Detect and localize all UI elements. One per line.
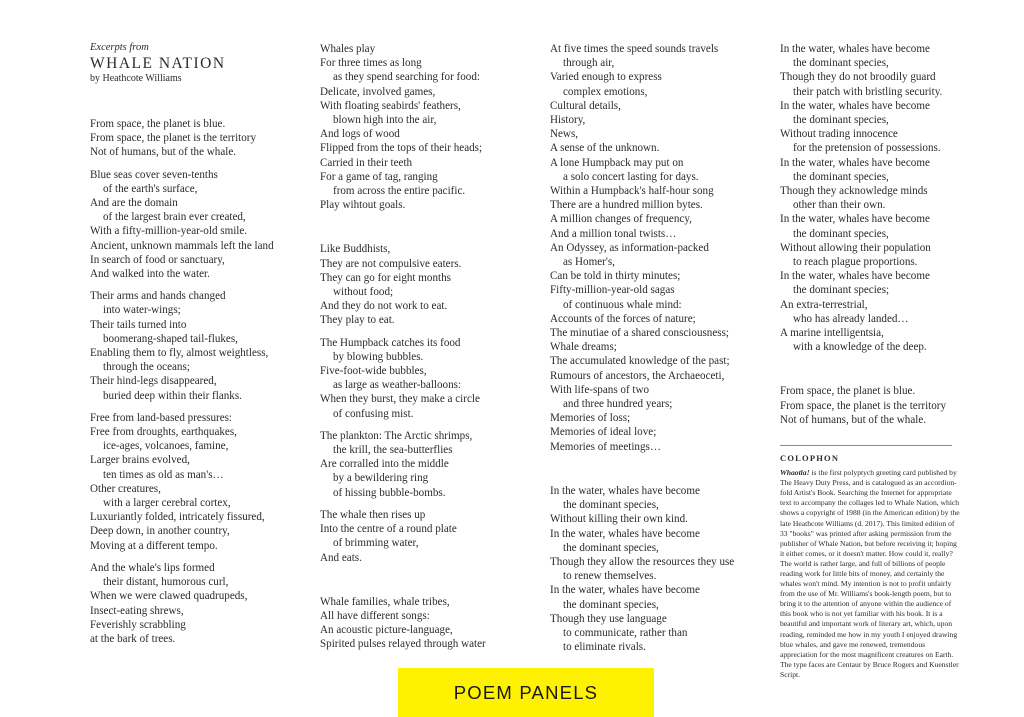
poem-line: When they burst, they make a circle (320, 393, 480, 406)
poem-line: A sense of the unknown. (550, 142, 660, 155)
poem-line: Can be told in thirty minutes; (550, 270, 681, 283)
poem-line: An extra-terrestrial, (780, 298, 868, 311)
stanza-gap (320, 220, 535, 242)
poem-line: who has already landed… (793, 312, 909, 325)
poem-author: by Heathcote Williams (90, 73, 182, 84)
poem-line: boomerang-shaped tail-flukes, (103, 332, 238, 345)
poem-line: The accumulated knowledge of the past; (550, 355, 730, 368)
poem-line: ice-ages, volcanoes, famine, (103, 440, 229, 453)
poem-line: Spirited pulses relayed through water (320, 638, 486, 651)
poem-column-3 (550, 42, 765, 662)
poem-column-1 (90, 42, 300, 654)
poem-line: Fifty-million-year-old sagas (550, 284, 675, 297)
poem-line: Flipped from the tops of their heads; (320, 142, 483, 155)
poem-line: to communicate, rather than (563, 626, 688, 639)
poem-line: the dominant species, (563, 541, 659, 554)
poem-line: And they do not work to eat. (320, 300, 448, 313)
poem-column-2 (320, 42, 535, 660)
poem-line: through the oceans; (103, 361, 190, 374)
poem-line: the dominant species, (793, 227, 889, 240)
poem-line: their patch with bristling security. (793, 85, 943, 98)
poem-line: through air, (563, 57, 615, 70)
poem-line: In the water, whales have become (780, 213, 930, 226)
poem-line: the krill, the sea-butterflies (333, 444, 453, 457)
stanza (320, 595, 535, 652)
poem-line: Their tails turned into (90, 318, 187, 331)
poem-line: In the water, whales have become (780, 270, 930, 283)
stanza (320, 242, 535, 327)
poem-line: In the water, whales have become (550, 484, 700, 497)
colophon-body: is the first polyptych greeting card published by The Heavy Duty Press, and is catalogued as an accordion-fold Artist's Book. Searching the Internet for appropriate text to accompany the collages led to Whale Nation, which shows a copyright of 1988 (in the American edition) by the late Heathcote Williams (d. 2017). This limited edition of 33 "books" was printed after asking permission from the publisher of Whale Nation, but before receiving it; hoping it either comes, or it doesn't matter. How could it, really? The world is rather large, and full of billions of people reading work for little bits of money, and certainly the whales won't mind. My intention is not to profit unfairly from the use of Mr. Williams's book-length poem, but to bring it to the attention of anyone within the audience of this book who is not yet familiar with his book. It is a beautiful and important work of literary art, which, upon reading, reminded me how in my youth I enjoyed drawing blue whales, and gave me renewed, tremendous appreciation for the most magnificent creatures on Earth. The type faces are Centaur by Bruce Rogers and Kuenstler Script. (780, 468, 960, 679)
poem-line: without food; (333, 286, 394, 299)
poem-line: of hissing bubble-bombs. (333, 486, 446, 499)
col2-stanzas (320, 42, 535, 652)
poem-line: From space, the planet is blue. (90, 118, 226, 130)
poem-line: They are not compulsive eaters. (320, 257, 462, 270)
poem-panels-banner (398, 668, 654, 717)
poem-line: Without allowing their population (780, 241, 931, 254)
poem-line: In the water, whales have become (550, 584, 700, 597)
poem-line: They play to eat. (320, 314, 395, 327)
poem-line: There are a hundred million bytes. (550, 199, 703, 212)
poem-line: with a larger cerebral cortex, (103, 497, 231, 510)
poem-line: Free from droughts, earthquakes, (90, 426, 237, 439)
poem-line: With floating seabirds' feathers, (320, 99, 461, 112)
poem-line: The plankton: The Arctic shrimps, (320, 429, 473, 442)
poem-line: Within a Humpback's half-hour song (550, 185, 714, 198)
poem-line: The Humpback catches its food (320, 336, 461, 349)
poem-line: With a fifty-million-year-old smile. (90, 225, 248, 238)
poem-line: at the bark of trees. (90, 632, 176, 645)
stanza (320, 429, 535, 500)
poem-line: All have different songs: (320, 609, 430, 622)
stanza (320, 42, 535, 212)
poem-line: to reach plague proportions. (793, 256, 918, 269)
poem-line: from across the entire pacific. (333, 185, 466, 198)
colophon-lead: Whaotla! (780, 468, 810, 478)
poem-line: From space, the planet is the territory (780, 399, 947, 412)
poem-line: of the earth's surface, (103, 182, 198, 195)
poem-line: Memories of meetings… (550, 440, 661, 453)
stanza (320, 508, 535, 565)
col1-stanzas (90, 117, 300, 646)
poem-line: Memories of ideal love; (550, 426, 657, 439)
poem-line: And a million tonal twists… (550, 227, 677, 240)
poem-line: to eliminate rivals. (563, 641, 646, 654)
poem-line: blown high into the air, (333, 114, 437, 127)
stanza (320, 336, 535, 421)
poem-line: Carried in their teeth (320, 156, 413, 169)
poem-line: Into the centre of a round plate (320, 523, 457, 536)
poem-line: And the whale's lips formed (90, 561, 215, 574)
poem-line: Cultural details, (550, 99, 621, 112)
poem-line: An Odyssey, as information-packed (550, 241, 709, 254)
poem-line: Though they allow the resources they use (550, 555, 735, 568)
poem-line: Feverishly scrabbling (90, 618, 186, 631)
poem-line: the dominant species, (563, 598, 659, 611)
poem-line: In the water, whales have become (780, 99, 930, 112)
poem-line: Insect-eating shrews, (90, 604, 184, 617)
colophon-heading: COLOPHON (780, 453, 840, 464)
poem-line: by a bewildering ring (333, 472, 429, 485)
poem-line: From space, the planet is blue. (780, 385, 916, 398)
poem-line: Though they do not broodily guard (780, 71, 936, 84)
poem-line: by blowing bubbles. (333, 350, 424, 363)
poem-line: Memories of loss; (550, 412, 631, 425)
colophon-text (780, 468, 962, 680)
poem-line: for the pretension of possessions. (793, 142, 941, 155)
poem-line: Accounts of the forces of nature; (550, 312, 696, 325)
poem-line: With life-spans of two (550, 383, 650, 396)
poem-line: For three times as long (320, 57, 422, 70)
stanza (90, 561, 300, 646)
poem-line: to renew themselves. (563, 570, 657, 583)
poem-line: For a game of tag, ranging (320, 170, 438, 183)
poem-line: Not of humans, but of the whale. (90, 146, 237, 159)
poem-line: Moving at a different tempo. (90, 539, 218, 552)
poem-line: other than their own. (793, 199, 886, 212)
poem-line: Not of humans, but of the whale. (780, 413, 927, 426)
stanza-gap (780, 362, 965, 384)
poem-line: buried deep within their flanks. (103, 389, 242, 402)
poem-line: Whale dreams; (550, 341, 617, 354)
col4-stanzas (780, 42, 965, 427)
poem-line: Ancient, unknown mammals left the land (90, 239, 274, 252)
poem-line: of confusing mist. (333, 407, 414, 420)
poem-column-4 (780, 42, 965, 680)
poem-line: Deep down, in another country, (90, 525, 230, 538)
poem-line: History, (550, 114, 586, 127)
poem-line: as they spend searching for food: (333, 71, 480, 84)
col3-stanzas (550, 42, 765, 654)
poem-line: A million changes of frequency, (550, 213, 692, 226)
poem-line: Luxuriantly folded, intricately fissured, (90, 511, 265, 524)
colophon-divider (780, 445, 952, 446)
poem-line: They can go for eight months (320, 271, 451, 284)
poem-line: Their hind-legs disappeared, (90, 375, 217, 388)
stanza (90, 411, 300, 553)
poem-line: their distant, humorous curl, (103, 576, 229, 589)
poem-line: Whale families, whale tribes, (320, 595, 450, 608)
stanza-gap (550, 462, 765, 484)
poem-line: Without killing their own kind. (550, 513, 688, 526)
poem-header (90, 42, 300, 85)
poem-line: And are the domain (90, 197, 178, 210)
poem-line: Whales play (320, 43, 376, 55)
poem-line: of continuous whale mind: (563, 298, 682, 311)
poem-line: Without trading innocence (780, 128, 898, 141)
poem-line: In the water, whales have become (780, 156, 930, 169)
stanza (90, 168, 300, 282)
poem-line: the dominant species; (793, 284, 890, 297)
header-prelude: Excerpts from (90, 42, 149, 53)
poem-line: with a knowledge of the deep. (793, 341, 927, 354)
poem-line: When we were clawed quadrupeds, (90, 590, 248, 603)
banner-label: POEM PANELS (453, 681, 599, 703)
poem-line: In the water, whales have become (550, 527, 700, 540)
poem-line: the dominant species, (793, 114, 889, 127)
poem-line: Other creatures, (90, 482, 161, 495)
poem-line: Varied enough to express (550, 71, 662, 84)
stanza (550, 484, 765, 654)
poem-line: Like Buddhists, (320, 243, 391, 256)
poem-line: the dominant species, (563, 499, 659, 512)
poem-line: into water-wings; (103, 304, 181, 317)
colophon (780, 445, 965, 680)
poem-line: A lone Humpback may put on (550, 156, 684, 169)
poem-line: of the largest brain ever created, (103, 211, 246, 224)
stanza (780, 384, 965, 427)
poem-line: and three hundred years; (563, 398, 673, 411)
poem-line: News, (550, 128, 579, 141)
poem-line: of brimming water, (333, 537, 419, 550)
poem-line: Though they acknowledge minds (780, 185, 928, 198)
poem-line: In search of food or sanctuary, (90, 253, 225, 266)
poem-line: The minutiae of a shared consciousness; (550, 327, 729, 340)
stanza-gap (320, 573, 535, 595)
poem-line: Though they use language (550, 612, 667, 625)
poem-line: Enabling them to fly, almost weightless, (90, 347, 269, 360)
poem-line: Are corralled into the middle (320, 458, 449, 471)
poem-line: And logs of wood (320, 128, 400, 141)
stanza (780, 42, 965, 354)
poem-line: And eats. (320, 551, 362, 564)
poem-line: Five-foot-wide bubbles, (320, 365, 427, 378)
poem-line: Rumours of ancestors, the Archaeoceti, (550, 369, 725, 382)
poem-line: And walked into the water. (90, 268, 210, 281)
poem-line: as Homer's, (563, 256, 615, 269)
poem-line: ten times as old as man's… (103, 468, 224, 481)
poem-line: the dominant species, (793, 170, 889, 183)
poem-line: In the water, whales have become (780, 43, 930, 55)
poem-line: Play wihtout goals. (320, 199, 406, 212)
poem-title: WHALE NATION (90, 55, 226, 72)
poem-line: a solo concert lasting for days. (563, 170, 699, 183)
poem-line: Larger brains evolved, (90, 454, 190, 467)
poem-line: Delicate, involved games, (320, 85, 436, 98)
poem-line: complex emotions, (563, 85, 648, 98)
poem-line: the dominant species, (793, 57, 889, 70)
poem-line: Their arms and hands changed (90, 290, 226, 303)
stanza (90, 289, 300, 403)
poem-line: The whale then rises up (320, 508, 426, 521)
stanza (550, 42, 765, 454)
poem-line: From space, the planet is the territory (90, 132, 257, 145)
stanza (90, 117, 300, 160)
poem-line: as large as weather-balloons: (333, 379, 462, 392)
poem-line: A marine intelligentsia, (780, 327, 884, 340)
poem-line: An acoustic picture-language, (320, 624, 453, 637)
poem-line: At five times the speed sounds travels (550, 43, 719, 55)
poem-line: Free from land-based pressures: (90, 411, 233, 424)
poem-line: Blue seas cover seven-tenths (90, 168, 218, 181)
